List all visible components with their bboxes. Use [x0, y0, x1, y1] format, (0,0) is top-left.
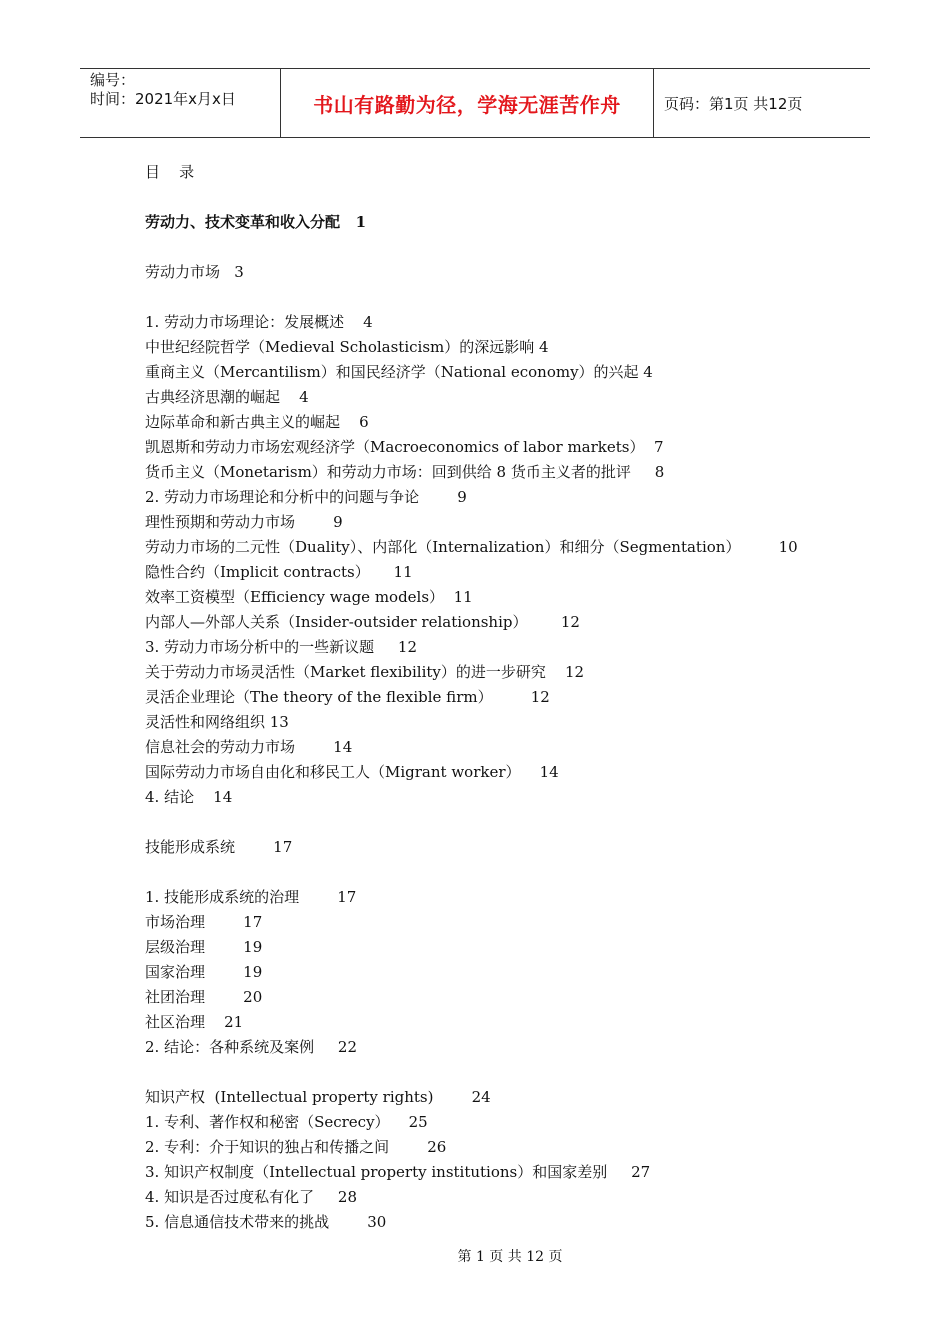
- toc-entry: 2. 劳动力市场理论和分析中的问题与争论 9: [145, 488, 467, 506]
- toc-entry: 关于劳动力市场灵活性（Market flexibility）的进一步研究 12: [145, 663, 585, 681]
- toc-spacer: [145, 185, 865, 210]
- toc-entry: 1. 专利、著作权和秘密（Secrecy） 25: [145, 1113, 428, 1131]
- toc-entry: 劳动力市场的二元性（Duality）、内部化（Internalization）和细分（Segmentation） 10: [145, 538, 798, 556]
- toc-entry: 2. 专利：介于知识的独占和传播之间 26: [145, 1138, 447, 1156]
- toc-entry: 层级治理 19: [145, 938, 263, 956]
- toc-entry: 中世纪经院哲学（Medieval Scholasticism）的深远影响 4: [145, 338, 549, 356]
- toc-entry: 效率工资模型（Efficiency wage models） 11: [145, 588, 473, 606]
- footer-page-number: 第 1 页 共 12 页: [457, 1249, 563, 1265]
- toc-entry: 灵活性和网络组织 13: [145, 713, 289, 731]
- toc-entry: 市场治理 17: [145, 913, 263, 931]
- toc-entry: 边际革命和新古典主义的崛起 6: [145, 413, 369, 431]
- toc-entry: 劳动力、技术变革和收入分配 1: [145, 213, 367, 231]
- toc-entry: 劳动力市场 3: [145, 263, 244, 281]
- toc-spacer: [145, 810, 865, 835]
- toc-entry: 内部人—外部人关系（Insider-outsider relationship） 12: [145, 613, 580, 631]
- motto-text: 书山有路勤为径，学海无涯苦作舟: [313, 92, 621, 117]
- motto-cell: [281, 69, 654, 137]
- toc-entry: 知识产权 (Intellectual property rights) 24: [145, 1088, 491, 1106]
- toc-entry: 社区治理 21: [145, 1013, 244, 1031]
- page-info-cell: [654, 69, 870, 137]
- toc-entry: 重商主义（Mercantilism）和国民经济学（National economy）的兴起 4: [145, 363, 653, 381]
- toc-entry: 凯恩斯和劳动力市场宏观经济学（Macroeconomics of labor markets） 7: [145, 438, 664, 456]
- time-label: 时间：2021年x月x日: [90, 90, 236, 108]
- toc-entry: 技能形成系统 17: [145, 838, 293, 856]
- toc-spacer: [145, 860, 865, 885]
- table-of-contents: [145, 160, 865, 1235]
- document-header: [80, 68, 870, 138]
- toc-entry: 国家治理 19: [145, 963, 263, 981]
- toc-entry: 3. 劳动力市场分析中的一些新议题 12: [145, 638, 418, 656]
- toc-title: 目 录: [145, 163, 195, 181]
- toc-entry: 货币主义（Monetarism）和劳动力市场：回到供给 8 货币主义者的批评 8: [145, 463, 665, 481]
- number-label: 编号：: [90, 71, 136, 89]
- toc-entry: 信息社会的劳动力市场 14: [145, 738, 353, 756]
- header-info-cell: [80, 69, 281, 137]
- toc-entry: 隐性合约（Implicit contracts） 11: [145, 563, 413, 581]
- toc-entry: 古典经济思潮的崛起 4: [145, 388, 309, 406]
- toc-entry: 灵活企业理论（The theory of the flexible firm） 12: [145, 688, 550, 706]
- toc-entry: 4. 知识是否过度私有化了 28: [145, 1188, 358, 1206]
- toc-spacer: [145, 1060, 865, 1085]
- toc-spacer: [145, 235, 865, 260]
- toc-entry: 5. 信息通信技术带来的挑战 30: [145, 1213, 387, 1231]
- toc-spacer: [145, 285, 865, 310]
- toc-entry: 1. 劳动力市场理论：发展概述 4: [145, 313, 373, 331]
- toc-entry: 理性预期和劳动力市场 9: [145, 513, 343, 531]
- toc-entry: 1. 技能形成系统的治理 17: [145, 888, 357, 906]
- toc-entry: 3. 知识产权制度（Intellectual property institutions）和国家差别 27: [145, 1163, 651, 1181]
- page-footer: [0, 1246, 950, 1266]
- toc-entry: 社团治理 20: [145, 988, 263, 1006]
- toc-entry: 2. 结论：各种系统及案例 22: [145, 1038, 358, 1056]
- page-label: 页码：第1页 共12页: [664, 94, 803, 113]
- toc-entry: 4. 结论 14: [145, 788, 233, 806]
- toc-entry: 国际劳动力市场自由化和移民工人（Migrant worker） 14: [145, 763, 559, 781]
